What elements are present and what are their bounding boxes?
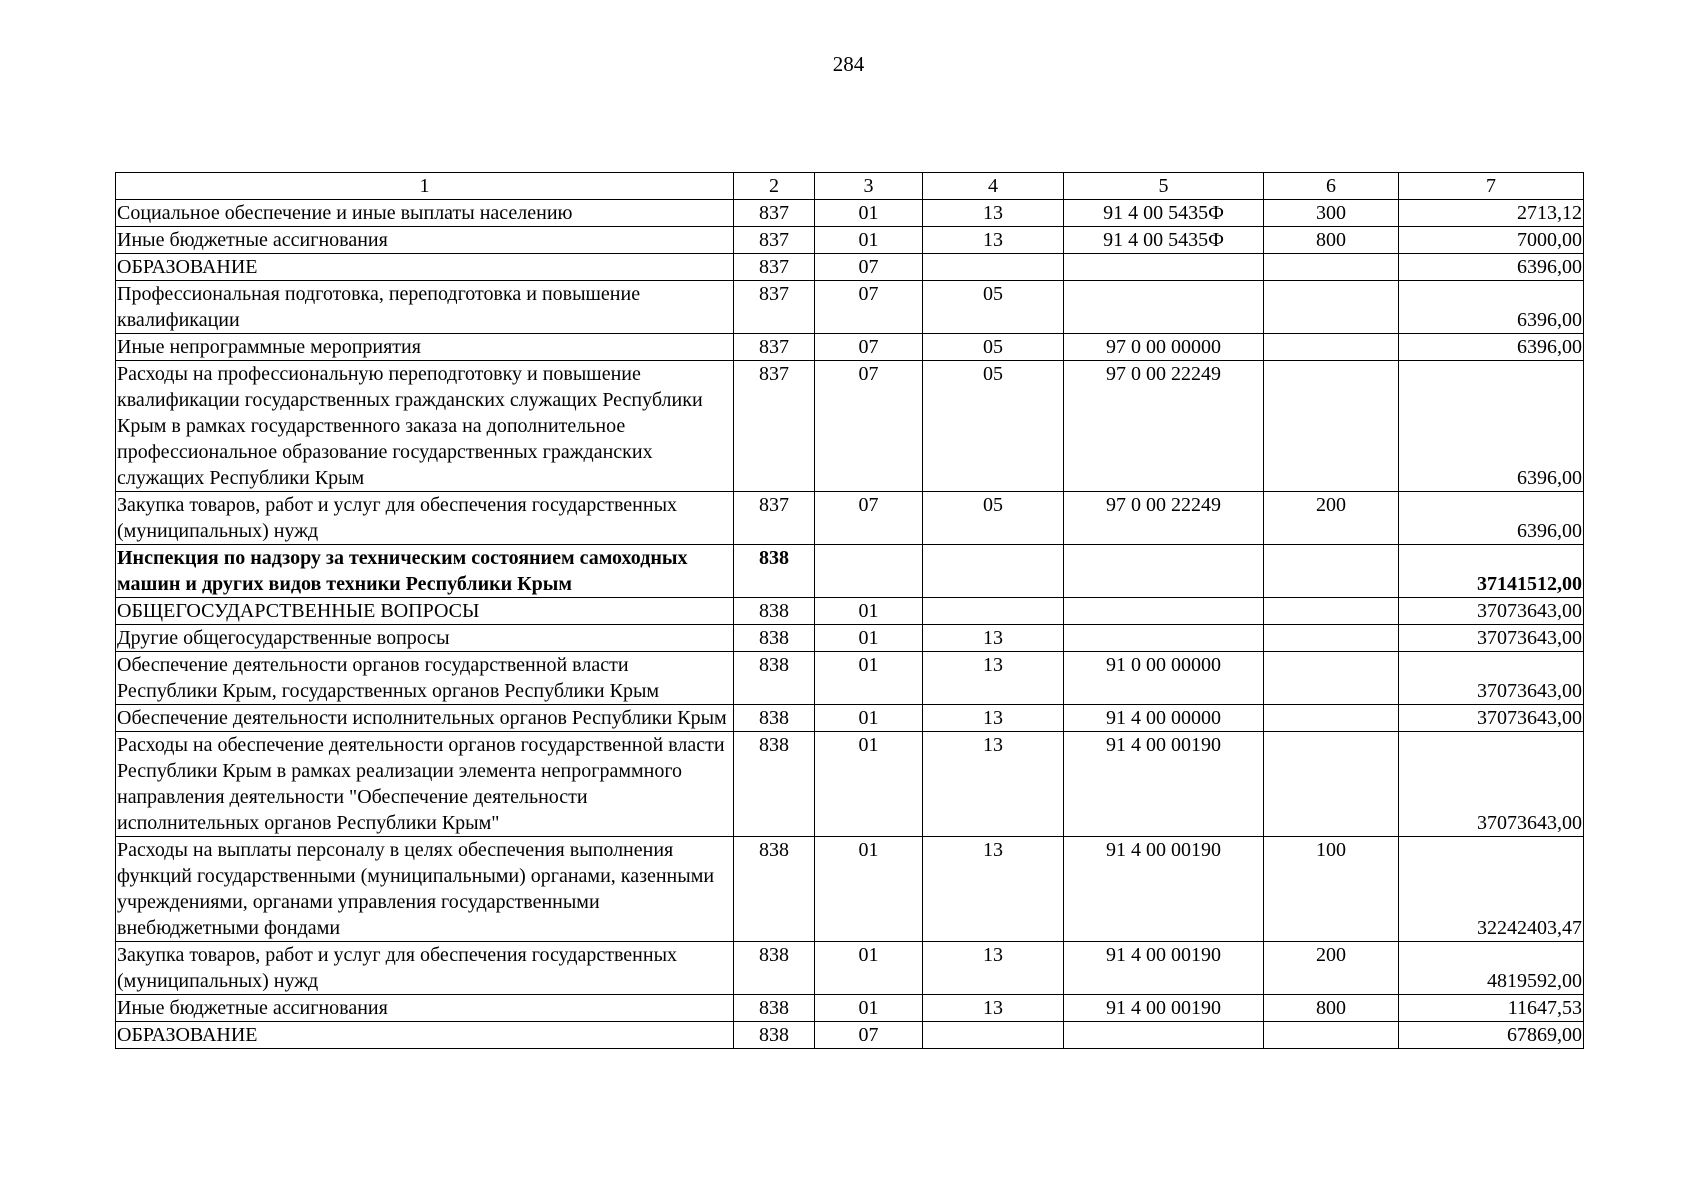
- row-section-cell: 07: [815, 492, 923, 545]
- row-subsection-cell: 05: [923, 492, 1064, 545]
- row-type-cell: 200: [1264, 942, 1399, 995]
- row-target-cell: 91 4 00 00190: [1064, 995, 1264, 1022]
- row-type-cell: [1264, 652, 1399, 705]
- row-type-cell: [1264, 361, 1399, 492]
- row-subsection-cell: [923, 254, 1064, 281]
- row-subsection-cell: 05: [923, 334, 1064, 361]
- row-code-cell: 837: [734, 492, 815, 545]
- row-code-cell: 838: [734, 942, 815, 995]
- column-header: 1: [116, 173, 734, 200]
- row-amount-cell: 37073643,00: [1399, 705, 1584, 732]
- row-amount-cell: 37073643,00: [1399, 625, 1584, 652]
- column-header: 6: [1264, 173, 1399, 200]
- row-target-cell: 91 4 00 00190: [1064, 942, 1264, 995]
- row-target-cell: 97 0 00 22249: [1064, 492, 1264, 545]
- row-name-cell: Расходы на выплаты персоналу в целях обеспечения выполнения функций государственными (муниципальными) органами, казенными учреждениями, органами управления государственными внебюджетными фондами: [116, 837, 734, 942]
- table-row: [116, 732, 1584, 837]
- table-row: [116, 492, 1584, 545]
- row-amount-cell: 6396,00: [1399, 254, 1584, 281]
- row-code-cell: 837: [734, 281, 815, 334]
- row-subsection-cell: 13: [923, 837, 1064, 942]
- row-section-cell: 01: [815, 942, 923, 995]
- row-code-cell: 838: [734, 1022, 815, 1049]
- row-code-cell: 838: [734, 598, 815, 625]
- row-code-cell: 837: [734, 254, 815, 281]
- row-section-cell: 01: [815, 732, 923, 837]
- row-target-cell: 91 4 00 00190: [1064, 732, 1264, 837]
- row-type-cell: [1264, 705, 1399, 732]
- row-name-cell: ОБРАЗОВАНИЕ: [116, 254, 734, 281]
- table-row: [116, 1022, 1584, 1049]
- row-target-cell: 91 4 00 5435Ф: [1064, 227, 1264, 254]
- row-subsection-cell: 13: [923, 942, 1064, 995]
- table-row: [116, 545, 1584, 598]
- row-section-cell: 07: [815, 334, 923, 361]
- row-type-cell: 800: [1264, 995, 1399, 1022]
- row-amount-cell: 7000,00: [1399, 227, 1584, 254]
- row-code-cell: 837: [734, 334, 815, 361]
- row-subsection-cell: 13: [923, 200, 1064, 227]
- row-name-cell: Расходы на профессиональную переподготовку и повышение квалификации государственных гражданских служащих Республики Крым в рамках государственного заказа на дополнительное профессиональное образование государственных гражданских служащих Республики Крым: [116, 361, 734, 492]
- row-amount-cell: 4819592,00: [1399, 942, 1584, 995]
- row-subsection-cell: 13: [923, 705, 1064, 732]
- row-target-cell: 91 4 00 00190: [1064, 837, 1264, 942]
- row-target-cell: [1064, 625, 1264, 652]
- table-row: [116, 254, 1584, 281]
- table-row: [116, 281, 1584, 334]
- row-name-cell: Иные непрограммные мероприятия: [116, 334, 734, 361]
- row-name-cell: Обеспечение деятельности исполнительных органов Республики Крым: [116, 705, 734, 732]
- column-header: 4: [923, 173, 1064, 200]
- column-header: 2: [734, 173, 815, 200]
- row-amount-cell: 67869,00: [1399, 1022, 1584, 1049]
- row-section-cell: 01: [815, 200, 923, 227]
- row-subsection-cell: 13: [923, 652, 1064, 705]
- row-type-cell: [1264, 732, 1399, 837]
- row-name-cell: Закупка товаров, работ и услуг для обеспечения государственных (муниципальных) нужд: [116, 942, 734, 995]
- row-subsection-cell: 13: [923, 227, 1064, 254]
- row-amount-cell: 32242403,47: [1399, 837, 1584, 942]
- row-code-cell: 838: [734, 732, 815, 837]
- row-target-cell: 97 0 00 00000: [1064, 334, 1264, 361]
- row-section-cell: 01: [815, 995, 923, 1022]
- row-amount-cell: 6396,00: [1399, 281, 1584, 334]
- row-name-cell: Обеспечение деятельности органов государственной власти Республики Крым, государственных органов Республики Крым: [116, 652, 734, 705]
- row-code-cell: 837: [734, 361, 815, 492]
- row-target-cell: 91 4 00 5435Ф: [1064, 200, 1264, 227]
- table-row: [116, 625, 1584, 652]
- table-header-row: [116, 173, 1584, 200]
- row-name-cell: ОБЩЕГОСУДАРСТВЕННЫЕ ВОПРОСЫ: [116, 598, 734, 625]
- row-type-cell: [1264, 281, 1399, 334]
- row-type-cell: 800: [1264, 227, 1399, 254]
- row-section-cell: 01: [815, 227, 923, 254]
- row-name-cell: Закупка товаров, работ и услуг для обеспечения государственных (муниципальных) нужд: [116, 492, 734, 545]
- row-amount-cell: 6396,00: [1399, 361, 1584, 492]
- row-target-cell: [1064, 1022, 1264, 1049]
- row-type-cell: [1264, 1022, 1399, 1049]
- row-section-cell: 07: [815, 361, 923, 492]
- table-row: [116, 361, 1584, 492]
- row-target-cell: [1064, 254, 1264, 281]
- row-target-cell: [1064, 598, 1264, 625]
- row-section-cell: 01: [815, 598, 923, 625]
- row-code-cell: 837: [734, 227, 815, 254]
- table-row: [116, 652, 1584, 705]
- column-header: 7: [1399, 173, 1584, 200]
- row-type-cell: [1264, 625, 1399, 652]
- budget-table: [115, 172, 1584, 1049]
- row-name-cell: Другие общегосударственные вопросы: [116, 625, 734, 652]
- row-section-cell: 07: [815, 281, 923, 334]
- row-subsection-cell: 05: [923, 361, 1064, 492]
- row-target-cell: [1064, 281, 1264, 334]
- row-code-cell: 838: [734, 625, 815, 652]
- table-row: [116, 837, 1584, 942]
- row-code-cell: 838: [734, 837, 815, 942]
- row-subsection-cell: 13: [923, 625, 1064, 652]
- row-code-cell: 838: [734, 995, 815, 1022]
- table-row: [116, 942, 1584, 995]
- row-amount-cell: 6396,00: [1399, 492, 1584, 545]
- page-number: 284: [832, 52, 865, 76]
- row-name-cell: Инспекция по надзору за техническим состоянием самоходных машин и других видов техники Республики Крым: [116, 545, 734, 598]
- row-subsection-cell: 13: [923, 732, 1064, 837]
- row-type-cell: [1264, 334, 1399, 361]
- row-code-cell: 837: [734, 200, 815, 227]
- row-target-cell: 91 4 00 00000: [1064, 705, 1264, 732]
- row-section-cell: 01: [815, 652, 923, 705]
- row-type-cell: 100: [1264, 837, 1399, 942]
- row-amount-cell: 37141512,00: [1399, 545, 1584, 598]
- row-type-cell: [1264, 598, 1399, 625]
- row-code-cell: 838: [734, 545, 815, 598]
- row-amount-cell: 6396,00: [1399, 334, 1584, 361]
- row-section-cell: 07: [815, 254, 923, 281]
- row-subsection-cell: 05: [923, 281, 1064, 334]
- row-name-cell: Иные бюджетные ассигнования: [116, 995, 734, 1022]
- row-name-cell: Иные бюджетные ассигнования: [116, 227, 734, 254]
- row-section-cell: 07: [815, 1022, 923, 1049]
- row-target-cell: 91 0 00 00000: [1064, 652, 1264, 705]
- row-target-cell: [1064, 545, 1264, 598]
- row-name-cell: Профессиональная подготовка, переподготовка и повышение квалификации: [116, 281, 734, 334]
- column-header: 3: [815, 173, 923, 200]
- row-type-cell: [1264, 545, 1399, 598]
- table-row: [116, 995, 1584, 1022]
- table-row: [116, 200, 1584, 227]
- row-subsection-cell: [923, 545, 1064, 598]
- row-name-cell: Расходы на обеспечение деятельности органов государственной власти Республики Крым в рамках реализации элемента непрограммного направления деятельности "Обеспечение деятельности исполнительных органов Республики Крым": [116, 732, 734, 837]
- row-amount-cell: 37073643,00: [1399, 652, 1584, 705]
- row-name-cell: ОБРАЗОВАНИЕ: [116, 1022, 734, 1049]
- row-subsection-cell: [923, 1022, 1064, 1049]
- row-subsection-cell: 13: [923, 995, 1064, 1022]
- row-subsection-cell: [923, 598, 1064, 625]
- row-type-cell: 200: [1264, 492, 1399, 545]
- row-section-cell: [815, 545, 923, 598]
- row-target-cell: 97 0 00 22249: [1064, 361, 1264, 492]
- row-type-cell: 300: [1264, 200, 1399, 227]
- row-section-cell: 01: [815, 625, 923, 652]
- row-section-cell: 01: [815, 705, 923, 732]
- row-amount-cell: 37073643,00: [1399, 732, 1584, 837]
- row-section-cell: 01: [815, 837, 923, 942]
- table-row: [116, 334, 1584, 361]
- table-row: [116, 705, 1584, 732]
- row-amount-cell: 37073643,00: [1399, 598, 1584, 625]
- row-amount-cell: 11647,53: [1399, 995, 1584, 1022]
- row-code-cell: 838: [734, 652, 815, 705]
- row-type-cell: [1264, 254, 1399, 281]
- column-header: 5: [1064, 173, 1264, 200]
- row-code-cell: 838: [734, 705, 815, 732]
- table-row: [116, 598, 1584, 625]
- table-row: [116, 227, 1584, 254]
- row-name-cell: Социальное обеспечение и иные выплаты населению: [116, 200, 734, 227]
- row-amount-cell: 2713,12: [1399, 200, 1584, 227]
